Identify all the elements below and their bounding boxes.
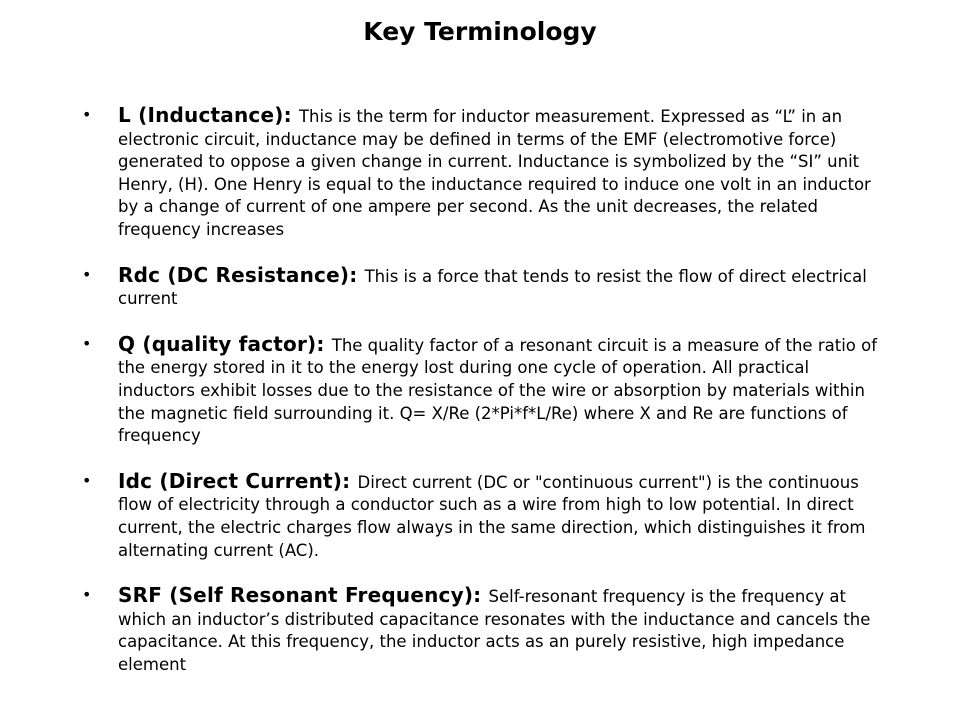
- slide-title: Key Terminology: [363, 17, 597, 46]
- bullet-self-resonant-frequency: [82, 584, 882, 676]
- bullet-direct-current: [82, 470, 882, 562]
- bullet-text: This is the term for inductor measurement. Expressed as “L” in an electronic circuit, inductance may be defined in terms of the EMF (electromotive force) generated to oppose a given change in current. Inductance is symbolized by the “SI” unit Henry, (H). One Henry is equal to the inductance required to induce one volt in an inductor by a change of current of one ampere per second. As the unit decreases, the related frequency increases: [118, 107, 871, 239]
- bullet-term: Rdc (DC Resistance):: [118, 262, 365, 287]
- bullet-dot-icon: •: [82, 470, 92, 490]
- bullet-term: Idc (Direct Current):: [118, 468, 358, 493]
- bullet-dot-icon: •: [82, 105, 92, 124]
- bullet-text: Self-resonant frequency is the frequency at which an inductor’s distributed capacitance resonates with the inductance and cancels the capacitance. At this frequency, the inductor acts as an purely resistive, high impedance element: [118, 587, 871, 674]
- bullet-inductance: [82, 104, 882, 242]
- bullet-text: Direct current (DC or "continuous current") is the continuous flow of electricity through a conductor such as a wire from high to low potential. In direct current, the electric charges flow always in the same direction, which distinguishes it from alternating current (AC).: [118, 472, 866, 560]
- bullet-dot-icon: •: [82, 585, 92, 605]
- bullet-text: This is a force that tends to resist the flow of direct electrical current: [118, 266, 867, 309]
- bullet-text: The quality factor of a resonant circuit is a measure of the ratio of the energy stored in it to the energy lost during one cycle of operation. All practical inductors exhibit losses due to the resistance of the wire or absorption by materials within the magnetic field surrounding it. Q= X/Re (2*Pi*f*L/Re) where X and Re are functions of frequency: [118, 335, 878, 446]
- bullet-dot-icon: •: [82, 333, 92, 353]
- bullet-dc-resistance: [82, 264, 882, 311]
- bullet-term: L (Inductance):: [118, 103, 299, 127]
- terminology-list: [82, 104, 882, 698]
- bullet-term: Q (quality factor):: [118, 331, 332, 356]
- bullet-term: SRF (Self Resonant Frequency):: [118, 583, 489, 608]
- bullet-dot-icon: •: [82, 264, 92, 284]
- bullet-quality-factor: [82, 333, 882, 448]
